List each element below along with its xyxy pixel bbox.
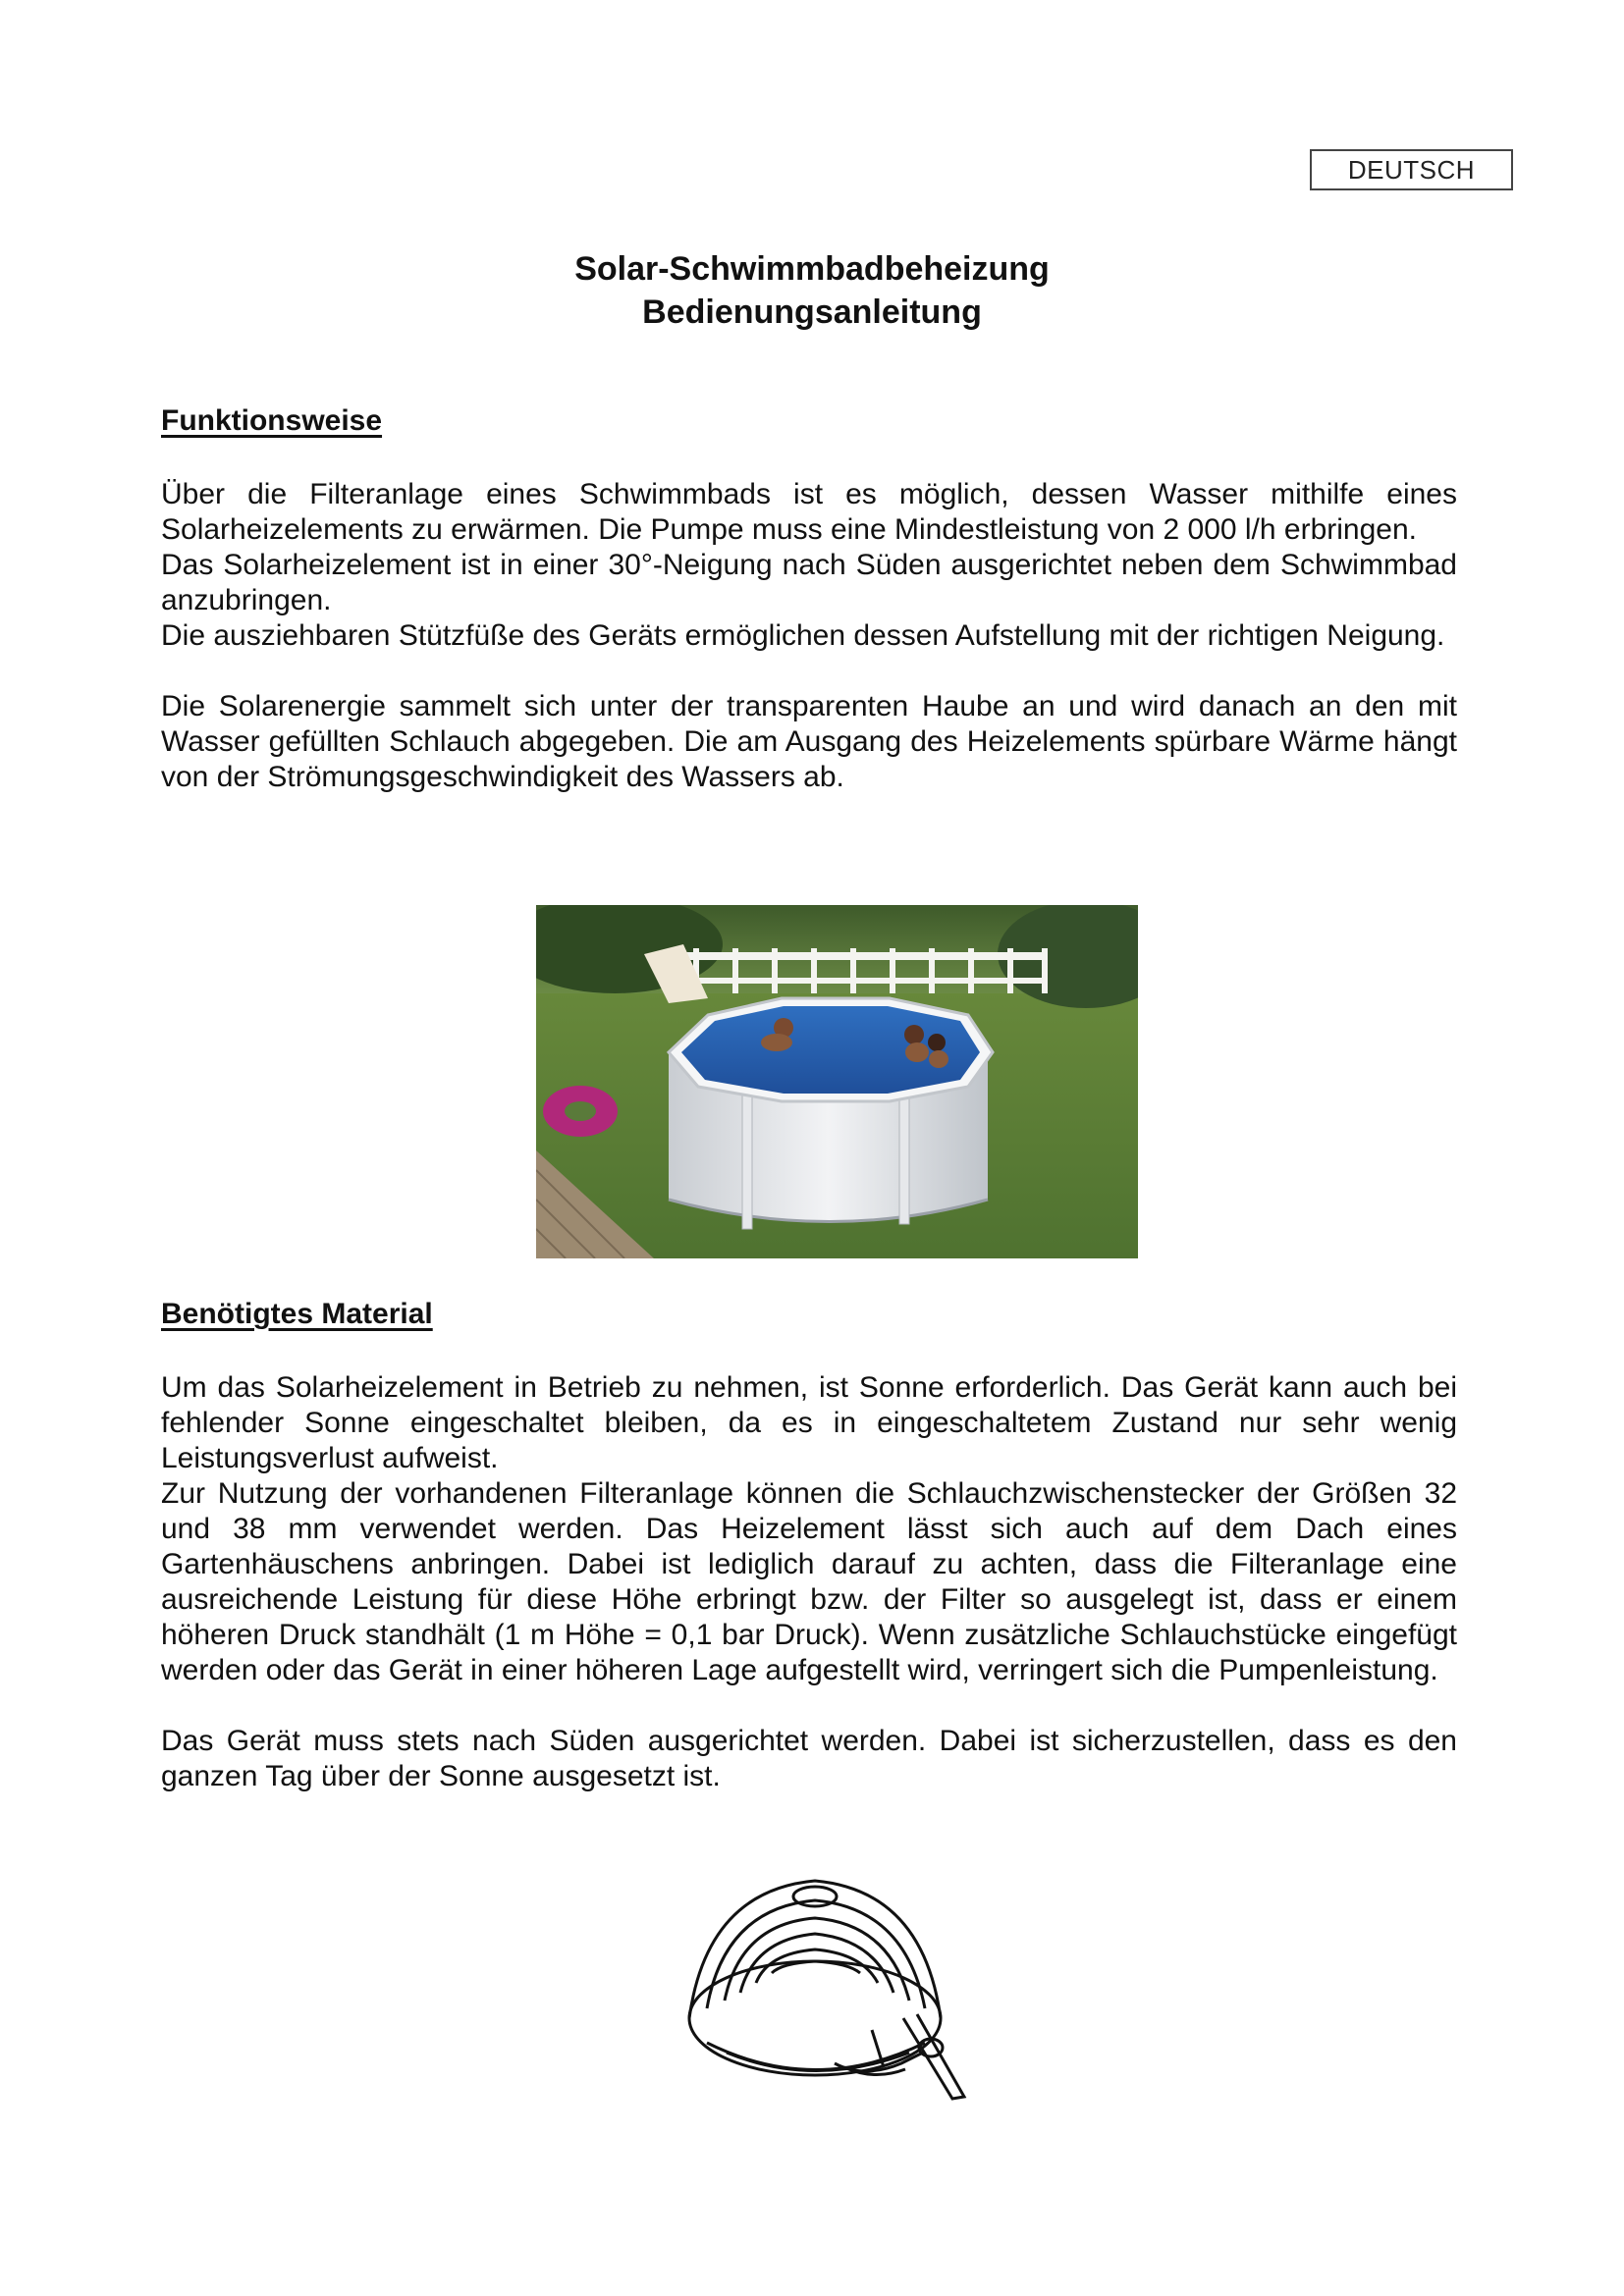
paragraph: Das Gerät muss stets nach Süden ausgerichtet werden. Dabei ist sicherzustellen, dass es den ganzen Tag über der Sonne ausgesetzt ist. (161, 1725, 1457, 1792)
paragraph: Zur Nutzung der vorhandenen Filteranlage können die Schlauchzwischenstecker der Größen 32 und 38 mm verwendet werden. Das Heizelement lässt sich auch auf dem Dach eines Gartenhäuschens anbringen. Dabei ist lediglich darauf zu achten, dass die Filteranlage eine ausreichende Leistung für diese Höhe erbringt bzw. der Filter so ausgelegt ist, dass er einem höheren Druck standhält (1 m Höhe = 0,1 bar Druck). Wenn zusätzliche Schlauchstücke eingefügt werden oder das Gerät in einer höheren Lage aufgestellt wird, verringert sich die Pumpenleistung. (161, 1477, 1457, 1686)
page-title (0, 247, 1624, 334)
paragraph: Das Solarheizelement ist in einer 30°-Neigung nach Süden ausgerichtet neben dem Schwimmbad anzubringen. (161, 549, 1457, 616)
section-body-funktionsweise (161, 477, 1457, 795)
paragraph: Über die Filteranlage eines Schwimmbads ist es möglich, dessen Wasser mithilfe eines Solarheizelements zu erwärmen. Die Pumpe muss eine Mindestleistung von 2 000 l/h erbringen. (161, 478, 1457, 546)
paragraph: Die ausziehbaren Stützfüße des Geräts ermöglichen dessen Aufstellung mit der richtigen Neigung. (161, 619, 1445, 652)
paragraph: Die Solarenergie sammelt sich unter der transparenten Haube an und wird danach an den mit Wasser gefüllten Schlauch abgegeben. Die am Ausgang des Heizelements spürbare Wärme hängt von der Strömungsgeschwindigkeit des Wassers ab. (161, 690, 1457, 793)
section-heading-material: Benötigtes Material (161, 1298, 433, 1330)
pool-photo (536, 905, 1138, 1258)
title-line-1: Solar-Schwimmbadbeheizung (574, 250, 1050, 288)
solar-heater-drawing (668, 1871, 1031, 2107)
language-label: DEUTSCH (1310, 149, 1513, 190)
paragraph: Um das Solarheizelement in Betrieb zu nehmen, ist Sonne erforderlich. Das Gerät kann auch bei fehlender Sonne eingeschaltet bleiben, da es in eingeschaltetem Zustand nur sehr wenig Leistungsverlust aufweist. (161, 1371, 1457, 1474)
section-body-material (161, 1370, 1457, 1794)
section-heading-funktionsweise: Funktionsweise (161, 404, 383, 437)
title-line-2: Bedienungsanleitung (642, 294, 982, 331)
